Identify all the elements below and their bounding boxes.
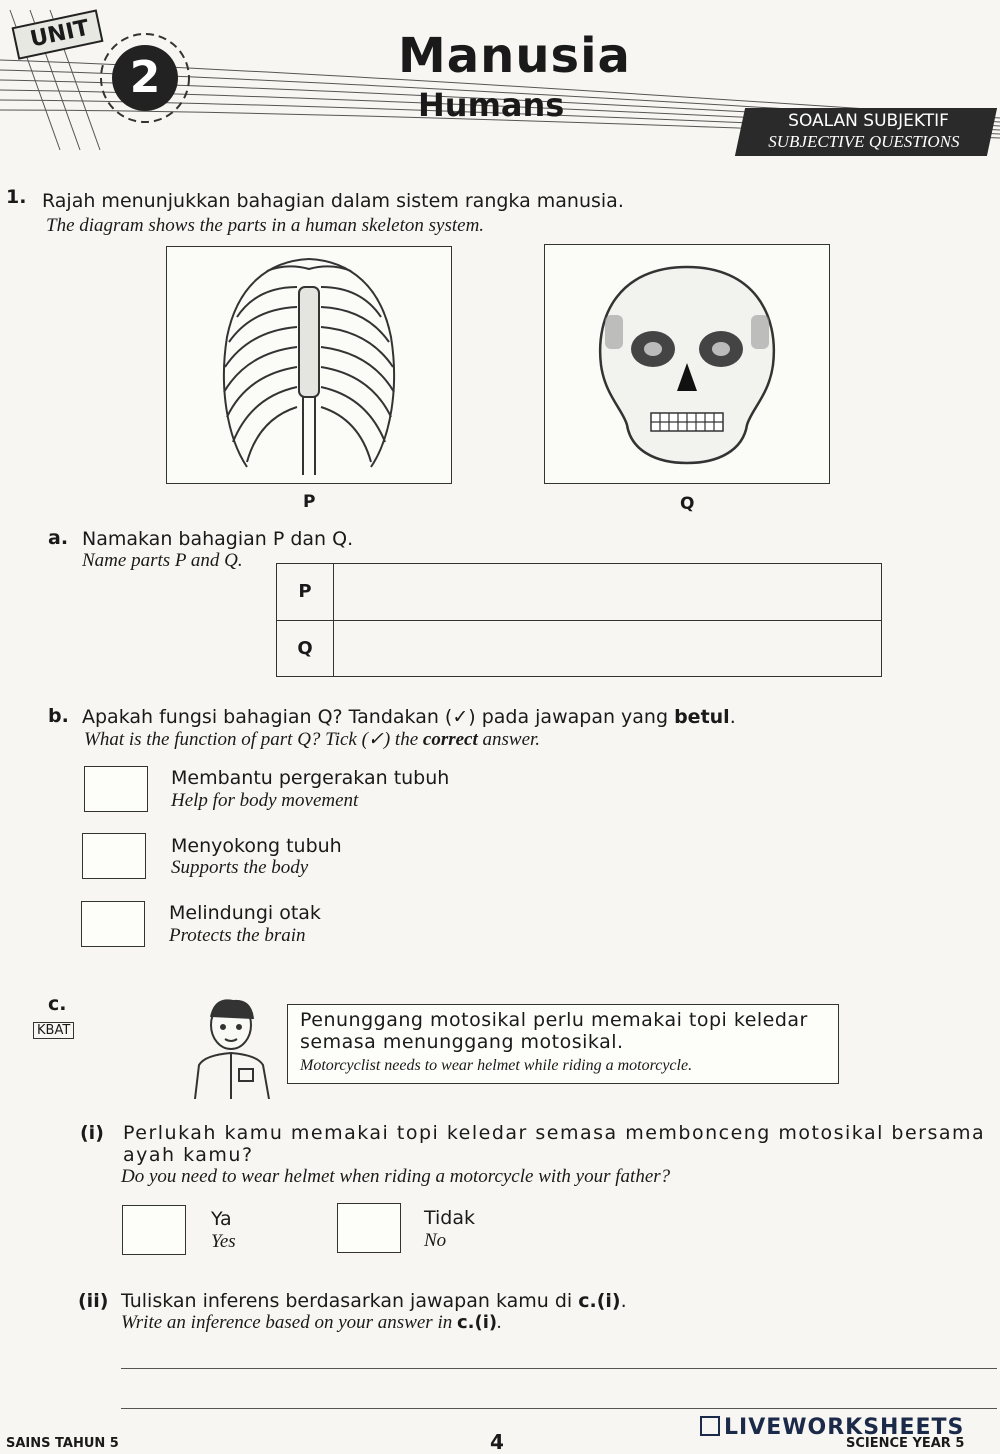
option-3-malay: Melindungi otak — [169, 902, 321, 924]
speech-bubble — [287, 1004, 839, 1084]
part-b-malay-end: . — [729, 706, 736, 728]
watermark-logo — [700, 1415, 964, 1440]
skull-icon — [545, 245, 829, 483]
question-number: 1. — [6, 186, 27, 208]
sub-ii-malay-text: Tuliskan inferens berdasarkan jawapan kamu di — [121, 1290, 579, 1312]
page-number: 4 — [490, 1430, 504, 1454]
answer-field-q[interactable] — [337, 621, 877, 677]
part-c-letter: c. — [48, 993, 67, 1015]
section-label-english: SUBJECTIVE QUESTIONS — [768, 132, 960, 151]
footer-right: SCIENCE YEAR 5 — [846, 1436, 965, 1451]
answer-line-1[interactable] — [121, 1368, 997, 1369]
part-b-english-end: answer. — [477, 729, 541, 750]
answer-row-label: P — [277, 564, 334, 620]
ribcage-icon — [167, 247, 451, 483]
sub-i-number: (i) — [80, 1122, 104, 1144]
sub-ii-english-end: . — [497, 1312, 502, 1333]
tick-box-option-3[interactable] — [81, 901, 145, 947]
section-label-malay: SOALAN SUBJEKTIF — [788, 111, 949, 131]
option-3-english: Protects the brain — [169, 925, 306, 946]
part-b-malay — [82, 706, 736, 728]
yes-label-malay: Ya — [211, 1208, 232, 1230]
footer-left: SAINS TAHUN 5 — [6, 1436, 119, 1451]
answer-row-p — [277, 564, 881, 620]
watermark-icon — [700, 1416, 720, 1436]
part-b-malay-text: Apakah fungsi bahagian Q? Tandakan (✓) pada jawapan yang — [82, 706, 675, 728]
figure-ribcage — [166, 246, 452, 484]
answer-table — [276, 563, 882, 677]
sub-ii-number: (ii) — [78, 1290, 109, 1312]
yes-label-english: Yes — [211, 1231, 236, 1252]
page-subtitle: Humans — [418, 86, 565, 124]
part-b-letter: b. — [48, 705, 69, 727]
sub-ii-malay — [121, 1290, 627, 1312]
watermark-text: LIVEWORKSHEETS — [724, 1415, 965, 1440]
no-label-english: No — [424, 1230, 447, 1251]
unit-number: 2 — [112, 45, 178, 111]
option-1-malay: Membantu pergerakan tubuh — [171, 767, 450, 789]
question-stem-malay: Rajah menunjukkan bahagian dalam sistem rangka manusia. — [42, 190, 624, 212]
part-b-english-text: What is the function of part Q? Tick (✓) the — [84, 729, 423, 750]
tick-box-yes[interactable] — [122, 1205, 186, 1255]
section-banner — [735, 108, 997, 156]
figure-skull — [544, 244, 830, 484]
no-label-malay: Tidak — [424, 1207, 476, 1229]
part-a-malay: Namakan bahagian P dan Q. — [82, 528, 354, 550]
bubble-text-english: Motorcyclist needs to wear helmet while riding a motorcycle. — [300, 1057, 693, 1074]
answer-line-2[interactable] — [121, 1408, 997, 1409]
tick-box-option-2[interactable] — [82, 833, 146, 879]
bubble-text-malay: Penunggang motosikal perlu memakai topi keledar semasa menunggang motosikal. — [300, 1009, 808, 1053]
sub-ii-english-text: Write an inference based on your answer in — [121, 1312, 457, 1333]
sub-ii-english-ref: c.(i) — [456, 1312, 498, 1333]
sub-ii-english — [121, 1312, 502, 1334]
figure-label-p: P — [303, 492, 316, 512]
part-a-english: Name parts P and Q. — [82, 550, 243, 571]
tick-box-no[interactable] — [337, 1203, 401, 1253]
figure-label-q: Q — [680, 494, 695, 514]
sub-ii-malay-ref: c.(i) — [578, 1290, 621, 1312]
option-1-english: Help for body movement — [171, 790, 359, 811]
sub-i-malay: Perlukah kamu memakai topi keledar semasa membonceng motosikal bersama ayah kamu? — [123, 1122, 986, 1166]
sub-i-english: Do you need to wear helmet when riding a motorcycle with your father? — [121, 1166, 671, 1187]
option-2-english: Supports the body — [171, 857, 309, 878]
answer-row-q — [277, 620, 881, 677]
answer-field-p[interactable] — [337, 564, 877, 620]
question-stem-english: The diagram shows the parts in a human skeleton system. — [46, 215, 485, 236]
part-a-letter: a. — [48, 527, 69, 549]
part-b-english — [84, 728, 540, 751]
tick-box-option-1[interactable] — [84, 766, 148, 812]
page-title: Manusia — [398, 28, 631, 84]
answer-row-label: Q — [277, 621, 334, 677]
kbat-badge: KBAT — [33, 1022, 74, 1039]
boy-icon — [185, 995, 277, 1099]
part-b-english-bold: correct — [422, 729, 478, 750]
sub-ii-malay-end: . — [620, 1290, 627, 1312]
part-b-malay-bold: betul — [674, 706, 730, 728]
option-2-malay: Menyokong tubuh — [171, 835, 342, 857]
unit-tag: UNIT — [12, 9, 104, 59]
